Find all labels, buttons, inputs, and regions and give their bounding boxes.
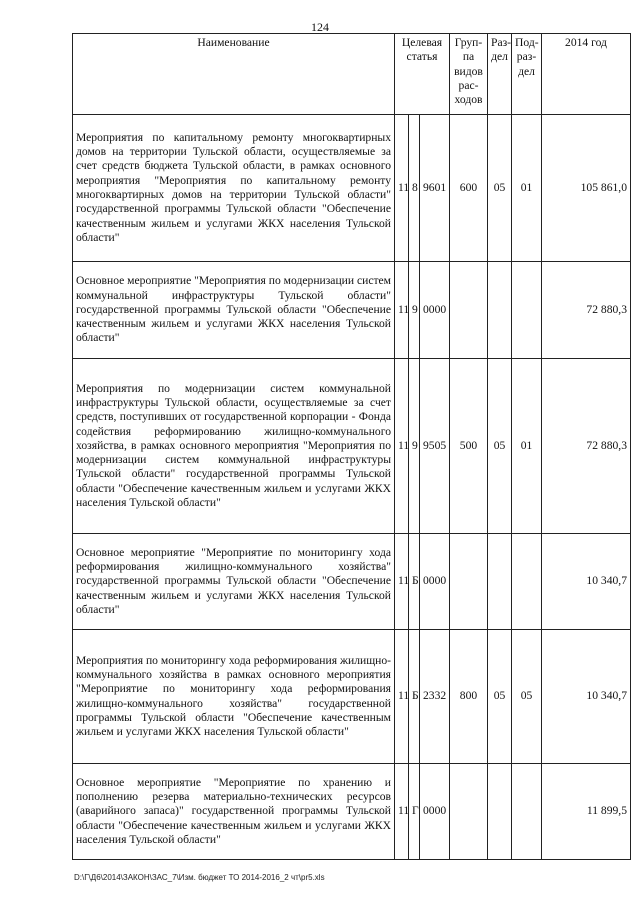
row-name: Основное мероприятие "Мероприятие по хранению и пополнению резерва материально-технических ресурсов (аварийного запаса)" государственной программы Тульской области "Обеспечение качественным жильем и услугами ЖКХ населения Тульской области" <box>73 764 395 860</box>
row-group <box>450 534 488 630</box>
row-subsection: 01 <box>512 359 542 534</box>
page-number: 124 <box>311 20 329 34</box>
row-name: Основное мероприятие "Мероприятия по модернизации систем коммунальной инфраструктуры Тульской области" государственной программы Тульской области "Обеспечение качественным жильем и услугами ЖКХ населения Тульской области" <box>73 262 395 359</box>
row-subsection <box>512 764 542 860</box>
row-article-part1: 11 <box>395 630 409 764</box>
row-subsection <box>512 262 542 359</box>
table-row <box>73 630 631 764</box>
row-group: 500 <box>450 359 488 534</box>
header-section: Раз-дел <box>488 34 512 115</box>
row-amount: 10 340,7 <box>542 534 631 630</box>
row-article-part3: 9505 <box>420 359 450 534</box>
row-article-part3: 0000 <box>420 764 450 860</box>
row-article-part3: 9601 <box>420 115 450 262</box>
row-article-part2: 9 <box>409 262 420 359</box>
row-section: 05 <box>488 630 512 764</box>
table-row <box>73 115 631 262</box>
row-group: 800 <box>450 630 488 764</box>
header-name: Наименование <box>73 34 395 115</box>
row-amount: 11 899,5 <box>542 764 631 860</box>
row-article-part2: 8 <box>409 115 420 262</box>
row-article-part1: 11 <box>395 764 409 860</box>
header-group: Груп-па видов рас-ходов <box>450 34 488 115</box>
row-article-part2: Г <box>409 764 420 860</box>
row-article-part2: Б <box>409 534 420 630</box>
table-row <box>73 534 631 630</box>
row-section <box>488 534 512 630</box>
row-name: Мероприятия по модернизации систем коммунальной инфраструктуры Тульской области, осуществляемые за счет средств, поступивших от государственной корпорации - Фонда содействия реформированию жилищно-коммунального хозяйства, в рамках основного мероприятия "Мероприятия по модернизации систем коммунальной инфраструктуры Тульской области" государственной программы Тульской области "Обеспечение качественным жильем и услугами ЖКХ населения Тульской области" <box>73 359 395 534</box>
row-article-part2: 9 <box>409 359 420 534</box>
row-name: Основное мероприятие "Мероприятие по мониторингу хода реформирования жилищно-коммунального хозяйства" государственной программы Тульской области "Обеспечение качественным жильем и услугами ЖКХ населения Тульской области" <box>73 534 395 630</box>
row-article-part1: 11 <box>395 534 409 630</box>
table-row <box>73 262 631 359</box>
table-row <box>73 359 631 534</box>
row-subsection <box>512 534 542 630</box>
budget-table <box>72 33 631 860</box>
row-article-part3: 0000 <box>420 262 450 359</box>
row-subsection: 05 <box>512 630 542 764</box>
row-name: Мероприятия по капитальному ремонту многоквартирных домов на территории Тульской области, осуществляемые за счет средств бюджета Тульской области, в рамках основного мероприятия "Мероприятия по капитальному ремонту многоквартирных домов на территории Тульской области" государственной программы Тульской области "Обеспечение качественным жильем и услугами ЖКХ населения Тульской области" <box>73 115 395 262</box>
header-subsection: Под-раз-дел <box>512 34 542 115</box>
header-year: 2014 год <box>542 34 631 115</box>
row-name: Мероприятия по мониторингу хода реформирования жилищно-коммунального хозяйства в рамках основного мероприятия "Мероприятие по мониторингу хода реформирования жилищно-коммунального хозяйства" государственной программы Тульской области "Обеспечение качественным жильем и услугами ЖКХ населения Тульской области" <box>73 630 395 764</box>
row-section <box>488 262 512 359</box>
row-amount: 72 880,3 <box>542 359 631 534</box>
row-article-part2: Б <box>409 630 420 764</box>
header-row <box>73 34 631 115</box>
header-article: Целевая статья <box>395 34 450 115</box>
file-path-footer: D:\Г\Д6\2014\ЗАКОН\ЗАС_7\Изм. бюджет ТО 2014-2016_2 чт\pr5.xls <box>74 873 325 882</box>
row-amount: 72 880,3 <box>542 262 631 359</box>
row-article-part1: 11 <box>395 262 409 359</box>
row-group: 600 <box>450 115 488 262</box>
row-group <box>450 764 488 860</box>
row-subsection: 01 <box>512 115 542 262</box>
row-section <box>488 764 512 860</box>
row-amount: 105 861,0 <box>542 115 631 262</box>
row-article-part3: 2332 <box>420 630 450 764</box>
row-section: 05 <box>488 359 512 534</box>
row-section: 05 <box>488 115 512 262</box>
row-article-part1: 11 <box>395 359 409 534</box>
row-article-part3: 0000 <box>420 534 450 630</box>
row-article-part1: 11 <box>395 115 409 262</box>
row-group <box>450 262 488 359</box>
table-row <box>73 764 631 860</box>
row-amount: 10 340,7 <box>542 630 631 764</box>
